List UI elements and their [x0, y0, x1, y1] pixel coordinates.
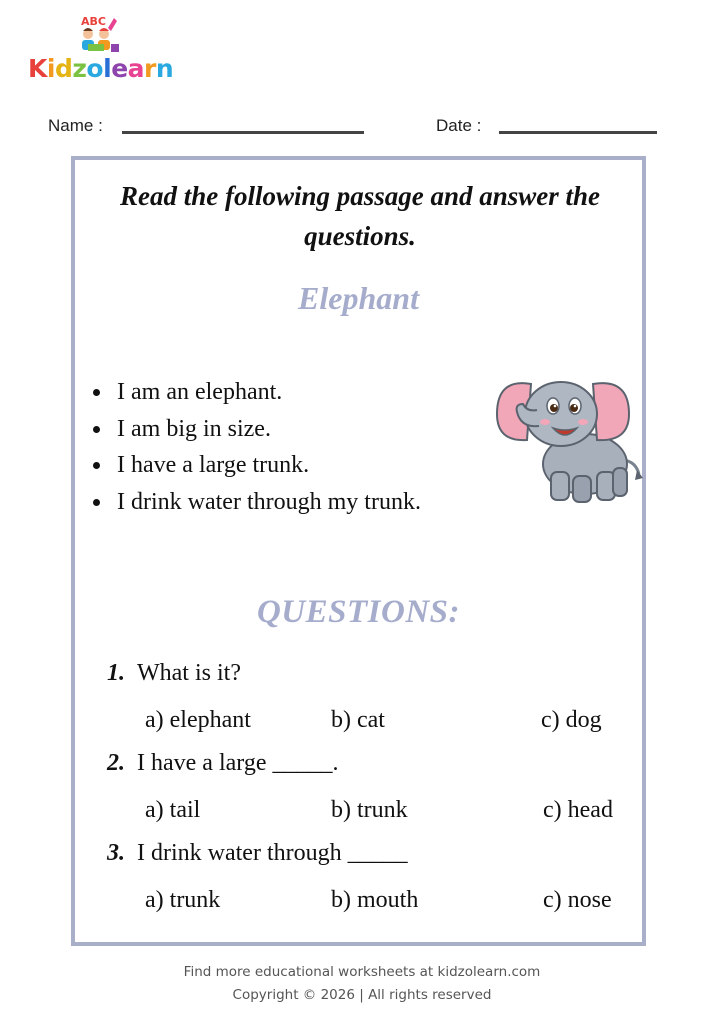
questions-heading: QUESTIONS: — [256, 594, 461, 630]
passage-line — [91, 484, 421, 521]
question — [107, 660, 241, 687]
bullet-icon — [93, 426, 100, 433]
passage-line — [91, 447, 421, 484]
question-number: 3. — [107, 840, 125, 866]
name-field[interactable] — [122, 131, 364, 134]
brand-letter: r — [144, 54, 156, 83]
passage-line-text: I have a large trunk. — [117, 452, 310, 478]
question-text: I have a large _____. — [137, 750, 339, 776]
question — [107, 750, 338, 777]
answer-option[interactable]: b) mouth — [331, 887, 419, 913]
kids-reading-icon — [74, 14, 122, 54]
answer-option[interactable]: c) head — [543, 797, 613, 823]
passage-list — [91, 374, 421, 520]
question-text: I drink water through _____ — [137, 840, 408, 866]
answer-option[interactable]: c) nose — [543, 887, 612, 913]
passage-line-text: I am big in size. — [117, 415, 271, 442]
question — [107, 840, 408, 867]
question-number: 1. — [107, 660, 125, 686]
brand-letter: i — [46, 54, 55, 83]
logo-art-text: ABC — [81, 15, 106, 28]
date-label: Date : — [436, 116, 482, 135]
passage-line — [91, 374, 421, 411]
footer-site-line: Find more educational worksheets at kidzolearn.com — [183, 964, 541, 980]
brand-letter: o — [86, 54, 104, 83]
kidzolearn-logo — [28, 14, 178, 86]
answer-option[interactable]: a) trunk — [145, 887, 221, 913]
footer-copyright: Copyright © 2026 | All rights reserved — [232, 987, 492, 1003]
brand-letter: a — [127, 54, 145, 83]
brand-letter: l — [103, 54, 112, 83]
instruction-text: Read the following passage and answer the questions. — [119, 181, 601, 251]
brand-letter: d — [54, 54, 73, 83]
name-label: Name : — [48, 116, 103, 135]
name-date-row — [0, 114, 724, 138]
answer-option[interactable]: a) tail — [145, 797, 201, 823]
answer-option[interactable]: b) trunk — [331, 797, 408, 823]
bullet-icon — [93, 499, 100, 506]
answer-option[interactable]: b) cat — [331, 707, 385, 733]
brand-letter: K — [28, 54, 47, 83]
question-text: What is it? — [137, 660, 241, 686]
answer-option[interactable]: a) elephant — [145, 707, 251, 733]
question-number: 2. — [107, 750, 125, 776]
worksheet-frame — [71, 156, 646, 946]
date-field[interactable] — [499, 131, 657, 134]
bullet-icon — [93, 389, 100, 396]
brand-letter: z — [72, 54, 87, 83]
passage-line-text: I am an elephant. — [117, 379, 283, 405]
elephant-icon — [493, 368, 648, 508]
passage-line-text: I drink water through my trunk. — [117, 488, 421, 515]
passage-line — [91, 411, 421, 448]
brand-letter: n — [155, 54, 174, 83]
brand-name — [28, 54, 173, 83]
bullet-icon — [93, 462, 100, 469]
answer-option[interactable]: c) dog — [541, 707, 602, 733]
brand-letter: e — [111, 54, 128, 83]
passage-title: Elephant — [298, 280, 419, 316]
